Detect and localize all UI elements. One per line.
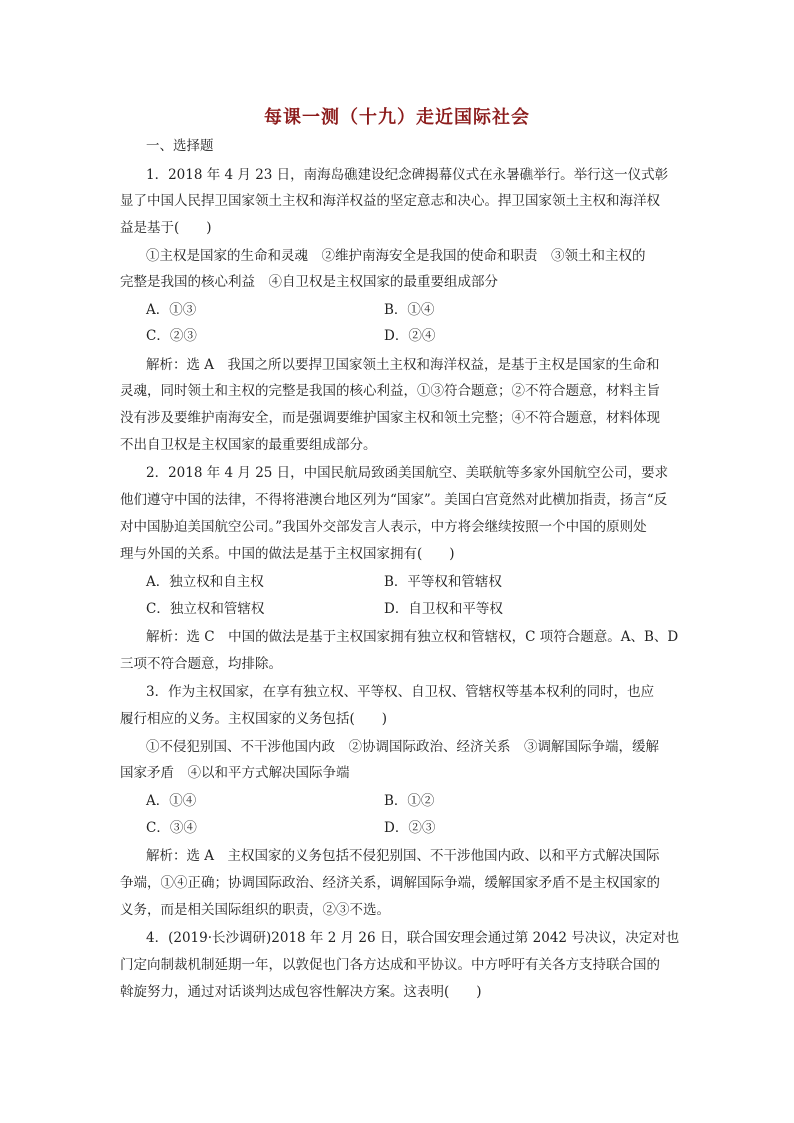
q3-option-c: C．③④ xyxy=(146,820,197,836)
q2-analysis-line: 三项不符合题意，均排除。 xyxy=(120,656,282,672)
q3-option-b: B．①② xyxy=(384,793,435,809)
q2-stem-line: 对中国胁迫美国航空公司。”我国外交部发言人表示，中方将会继续按照一个中国的原则处 xyxy=(120,519,647,535)
q3-statement-line: ①不侵犯别国、不干涉他国内政 ②协调国际政治、经济关系 ③调解国际争端，缓解 xyxy=(146,739,659,755)
q1-analysis-line: 不出自卫权是主权国家的最重要组成部分。 xyxy=(120,437,377,453)
q3-stem-line: 3．作为主权国家，在享有独立权、平等权、自卫权、管辖权等基本权利的同时，也应 xyxy=(146,684,655,700)
q1-stem-line: 益是基于( ) xyxy=(120,220,212,236)
q1-analysis-line: 灵魂，同时领土和主权的完整是我国的核心利益，①③符合题意；②不符合题意，材料主旨 xyxy=(120,383,660,399)
q1-statement-line: 完整是我国的核心利益 ④自卫权是主权国家的最重要组成部分 xyxy=(120,274,498,290)
q3-analysis-line: 争端，①④正确；协调国际政治、经济关系，调解国际争端，缓解国家矛盾不是主权国家的 xyxy=(120,875,660,891)
q1-option-a: A．①③ xyxy=(146,302,197,318)
q2-option-c: C．独立权和管辖权 xyxy=(146,601,265,617)
q2-stem-line: 理与外国的关系。中国的做法是基于主权国家拥有( ) xyxy=(120,546,455,562)
q4-stem-line: 4．(2019·长沙调研)2018 年 2 月 26 日，联合国安理会通过第 2042 号决议，决定对也 xyxy=(146,930,680,946)
q1-stem-line: 1．2018 年 4 月 23 日，南海岛礁建设纪念碑揭幕仪式在永暑礁举行。举行这一仪式彰 xyxy=(146,167,669,183)
q2-analysis-line: 解析：选 C 中国的做法是基于主权国家拥有独立权和管辖权，C 项符合题意。A、B、D xyxy=(146,629,679,645)
q4-stem-line: 门定向制裁机制延期一年，以敦促也门各方达成和平协议。中方呼吁有关各方支持联合国的 xyxy=(120,957,660,973)
q3-analysis-line: 义务，而是相关国际组织的职责，②③不选。 xyxy=(120,902,390,918)
q1-analysis-line: 解析：选 A 我国之所以要捍卫国家领土主权和海洋权益，是基于主权是国家的生命和 xyxy=(146,357,660,373)
q2-option-b: B．平等权和管辖权 xyxy=(384,574,502,590)
q1-stem-line: 显了中国人民捍卫国家领土主权和海洋权益的坚定意志和决心。捍卫国家领土主权和海洋权 xyxy=(120,193,660,209)
q1-option-d: D．②④ xyxy=(384,328,436,344)
q2-option-a: A．独立权和自主权 xyxy=(146,574,264,590)
section-heading: 一、选择题 xyxy=(146,138,214,154)
q2-stem-line: 他们遵守中国的法律，不得将港澳台地区列为“国家”。美国白宫竟然对此横加指责，扬言“反 xyxy=(120,492,668,508)
q4-stem-line: 斡旋努力，通过对话谈判达成包容性解决方案。这表明( ) xyxy=(120,984,482,1000)
q2-option-d: D．自卫权和平等权 xyxy=(384,601,503,617)
q1-option-b: B．①④ xyxy=(384,302,435,318)
q1-statement-line: ①主权是国家的生命和灵魂 ②维护南海安全是我国的使命和职责 ③领土和主权的 xyxy=(146,248,646,264)
q2-stem-line: 2．2018 年 4 月 25 日，中国民航局致函美国航空、美联航等多家外国航空公司，要求 xyxy=(146,465,669,481)
q3-analysis-line: 解析：选 A 主权国家的义务包括不侵犯别国、不干涉他国内政、以和平方式解决国际 xyxy=(146,848,660,864)
page-title: 每课一测（十九）走近国际社会 xyxy=(264,107,530,128)
q3-statement-line: 国家矛盾 ④以和平方式解决国际争端 xyxy=(120,765,350,781)
q3-option-a: A．①④ xyxy=(146,793,197,809)
q1-analysis-line: 没有涉及要维护南海安全，而是强调要维护国家主权和领土完整；④不符合题意，材料体现 xyxy=(120,410,660,426)
q1-option-c: C．②③ xyxy=(146,328,197,344)
q3-stem-line: 履行相应的义务。主权国家的义务包括( ) xyxy=(120,711,388,727)
q3-option-d: D．②③ xyxy=(384,820,436,836)
